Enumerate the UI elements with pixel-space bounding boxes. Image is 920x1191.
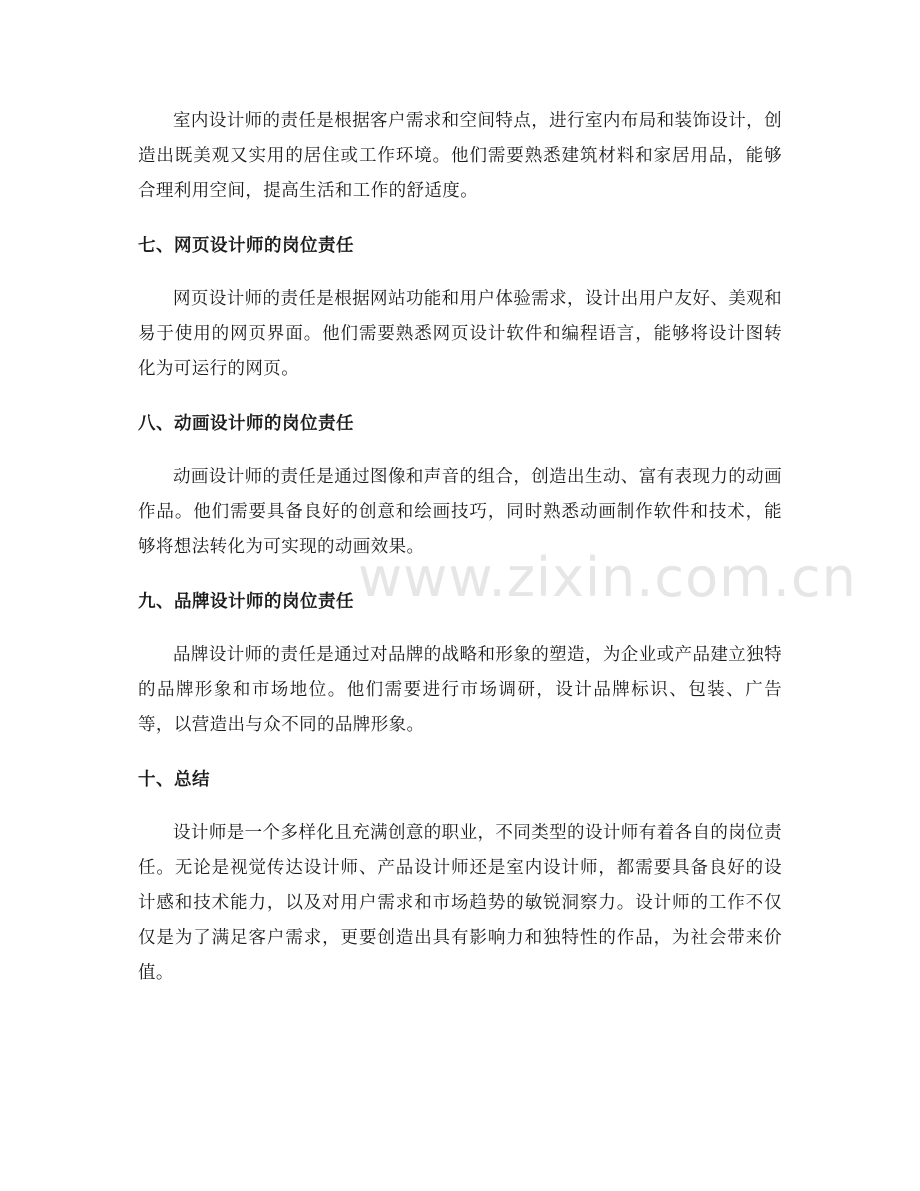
heading-web-designer: 七、网页设计师的岗位责任 [138,236,354,256]
paragraph-summary: 设计师是一个多样化且充满创意的职业，不同类型的设计师有着各自的岗位责任。无论是视觉传达设计师、产品设计师还是室内设计师，都需要具备良好的设计感和技术能力，以及对用户需求和市场趋势的敏锐洞察力。设计师的工作不仅仅是为了满足客户需求，更要创造出具有影响力和独特性的作品，为社会带来价值。 [138,823,782,983]
paragraph-interior-designer: 室内设计师的责任是根据客户需求和空间特点，进行室内布局和装饰设计，创造出既美观又实用的居住或工作环境。他们需要熟悉建筑材料和家居用品，能够合理利用空间，提高生活和工作的舒适度。 [138,111,782,201]
heading-brand-designer: 九、品牌设计师的岗位责任 [138,592,354,612]
paragraph-animation-designer: 动画设计师的责任是通过图像和声音的组合，创造出生动、富有表现力的动画作品。他们需要具备良好的创意和绘画技巧，同时熟悉动画制作软件和技术，能够将想法转化为可实现的动画效果。 [138,467,782,557]
watermark-text: www.zixin.com.cn [358,546,857,609]
heading-animation-designer: 八、动画设计师的岗位责任 [138,414,354,434]
paragraph-brand-designer: 品牌设计师的责任是通过对品牌的战略和形象的塑造，为企业或产品建立独特的品牌形象和市场地位。他们需要进行市场调研，设计品牌标识、包装、广告等，以营造出与众不同的品牌形象。 [138,645,782,735]
document-content [138,104,782,991]
paragraph-web-designer: 网页设计师的责任是根据网站功能和用户体验需求，设计出用户友好、美观和易于使用的网页界面。他们需要熟悉网页设计软件和编程语言，能够将设计图转化为可运行的网页。 [138,289,782,379]
heading-summary: 十、总结 [138,770,210,790]
